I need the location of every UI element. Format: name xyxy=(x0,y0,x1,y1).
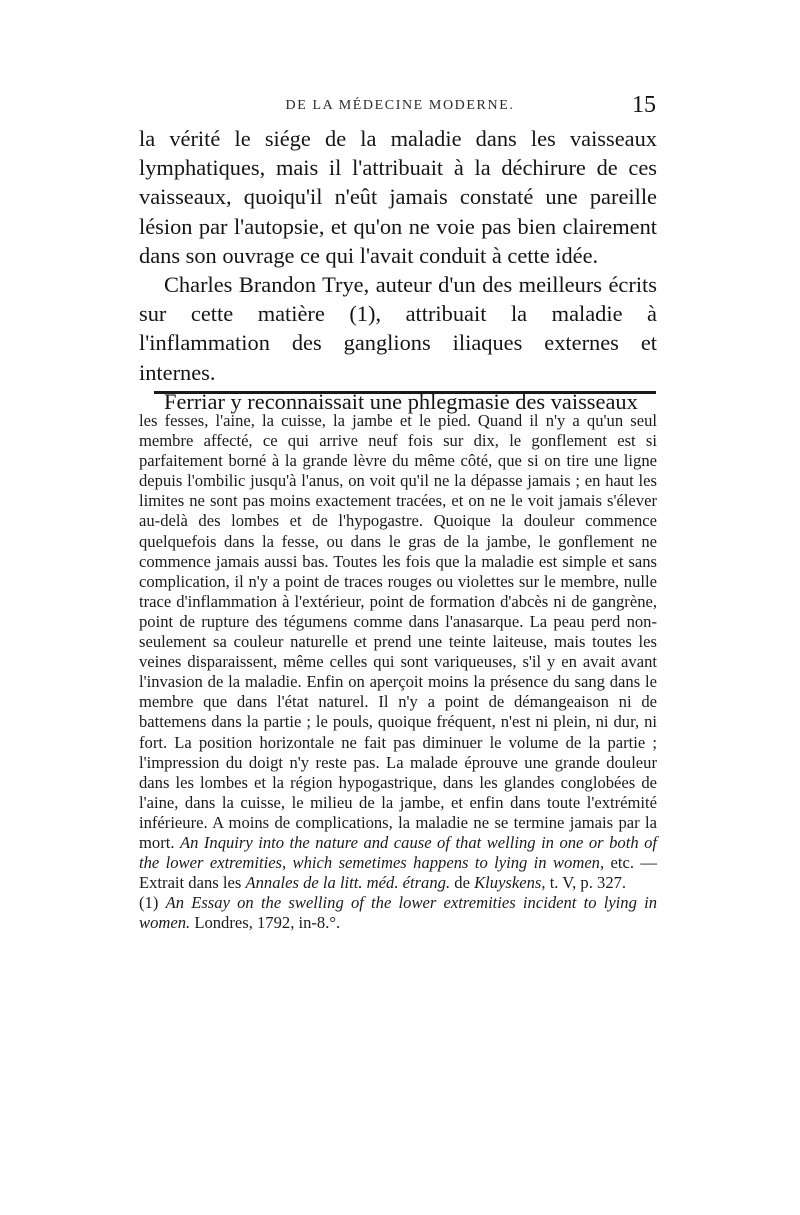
main-text xyxy=(139,124,657,416)
footnote-title-annales: Annales de la litt. méd. étrang. xyxy=(245,873,451,893)
page-number: 15 xyxy=(632,92,656,118)
footnote-author: Kluyskens, xyxy=(474,873,546,893)
footnote-etc: etc. — Extrait dans les xyxy=(139,853,657,893)
paragraph-continuation: la vérité le siége de la maladie dans les vaisseaux lymphatiques, mais il l'attribuait à la déchirure de ces vaisseaux, quoiqu'il n'eût jamais constaté une pareille lésion par l'autopsie, et qu'on ne voie pas bien clairement dans son ouvrage ce qui l'avait conduit à cette idée. xyxy=(139,126,657,268)
footnote-text xyxy=(139,411,657,893)
footnote-ref-place: Londres, 1792, in-8.°. xyxy=(194,913,341,933)
footnote xyxy=(139,411,657,933)
footnote-de: de xyxy=(454,873,470,893)
footnote-ref-title: An Essay on the swelling of the lower extremities incident to lying in women. xyxy=(139,893,658,933)
paragraph-trye: Charles Brandon Trye, auteur d'un des meilleurs écrits sur cette matière (1), attribuait la maladie à l'inflammation des ganglions iliaques externes et internes. xyxy=(139,272,657,385)
footnote-reference xyxy=(139,893,657,933)
footnote-divider xyxy=(154,391,656,394)
running-title: DE LA MÉDECINE MODERNE. xyxy=(285,98,515,113)
footnote-title-inquiry: An Inquiry into the nature and cause of that welling in one or both of the lower extremities, which semetimes happens to lying in women, xyxy=(139,832,657,873)
running-head xyxy=(140,92,660,122)
paragraph-ferriar: Ferriar y reconnaissait une phlegmasie des vaisseaux xyxy=(164,388,638,414)
footnote-volume: t. V, p. 327. xyxy=(549,873,627,893)
footnote-marker: (1) xyxy=(139,893,159,913)
footnote-body: les fesses, l'aine, la cuisse, la jambe et le pied. Quand il n'y a qu'un seul membre affecté, ce qui arrive neuf fois sur dix, le gonflement est si parfaitement borné à la grande lèvre du même côté, que si on tire une ligne depuis l'ombilic jusqu'à l'anus, on voit qu'il ne la dépasse jamais ; en haut les limites ne sont pas moins exactement tracées, et on ne le voit jamais s'élever au-delà des lombes et de l'hypogastre. Quoique la douleur commence quelquefois dans la fesse, ou dans le gras de la jambe, le gonflement ne commence jamais aussi bas. Toutes les fois que la maladie est simple et sans complication, il n'y a point de traces rouges ou violettes sur le membre, nulle trace d'inflammation à l'extérieur, point de formation d'abcès ni de gangrène, point de rupture des tégumens comme dans l'anasarque. La peau perd non-seulement sa couleur naturelle et prend une teinte laiteuse, mais toutes les veines disparaissent, même celles qui sont variqueuses, s'il y en avait avant l'invasion de la maladie. Enfin on aperçoit moins la présence du sang dans le membre que dans l'état naturel. Il n'y a point de démangeaison ni de battemens dans la partie ; le pouls, quoique fréquent, n'est ni plein, ni dur, ni fort. La position horizontale ne fait pas diminuer le volume de la partie ; l'impression du doigt n'y reste pas. La malade éprouve une grande douleur dans les lombes et la région hypogastrique, dans les glandes conglobées de l'aine, dans la cuisse, le milieu de la jambe, et enfin dans toute l'extrémité inférieure. A moins de complications, la maladie ne se termine jamais par la mort. xyxy=(139,411,657,852)
